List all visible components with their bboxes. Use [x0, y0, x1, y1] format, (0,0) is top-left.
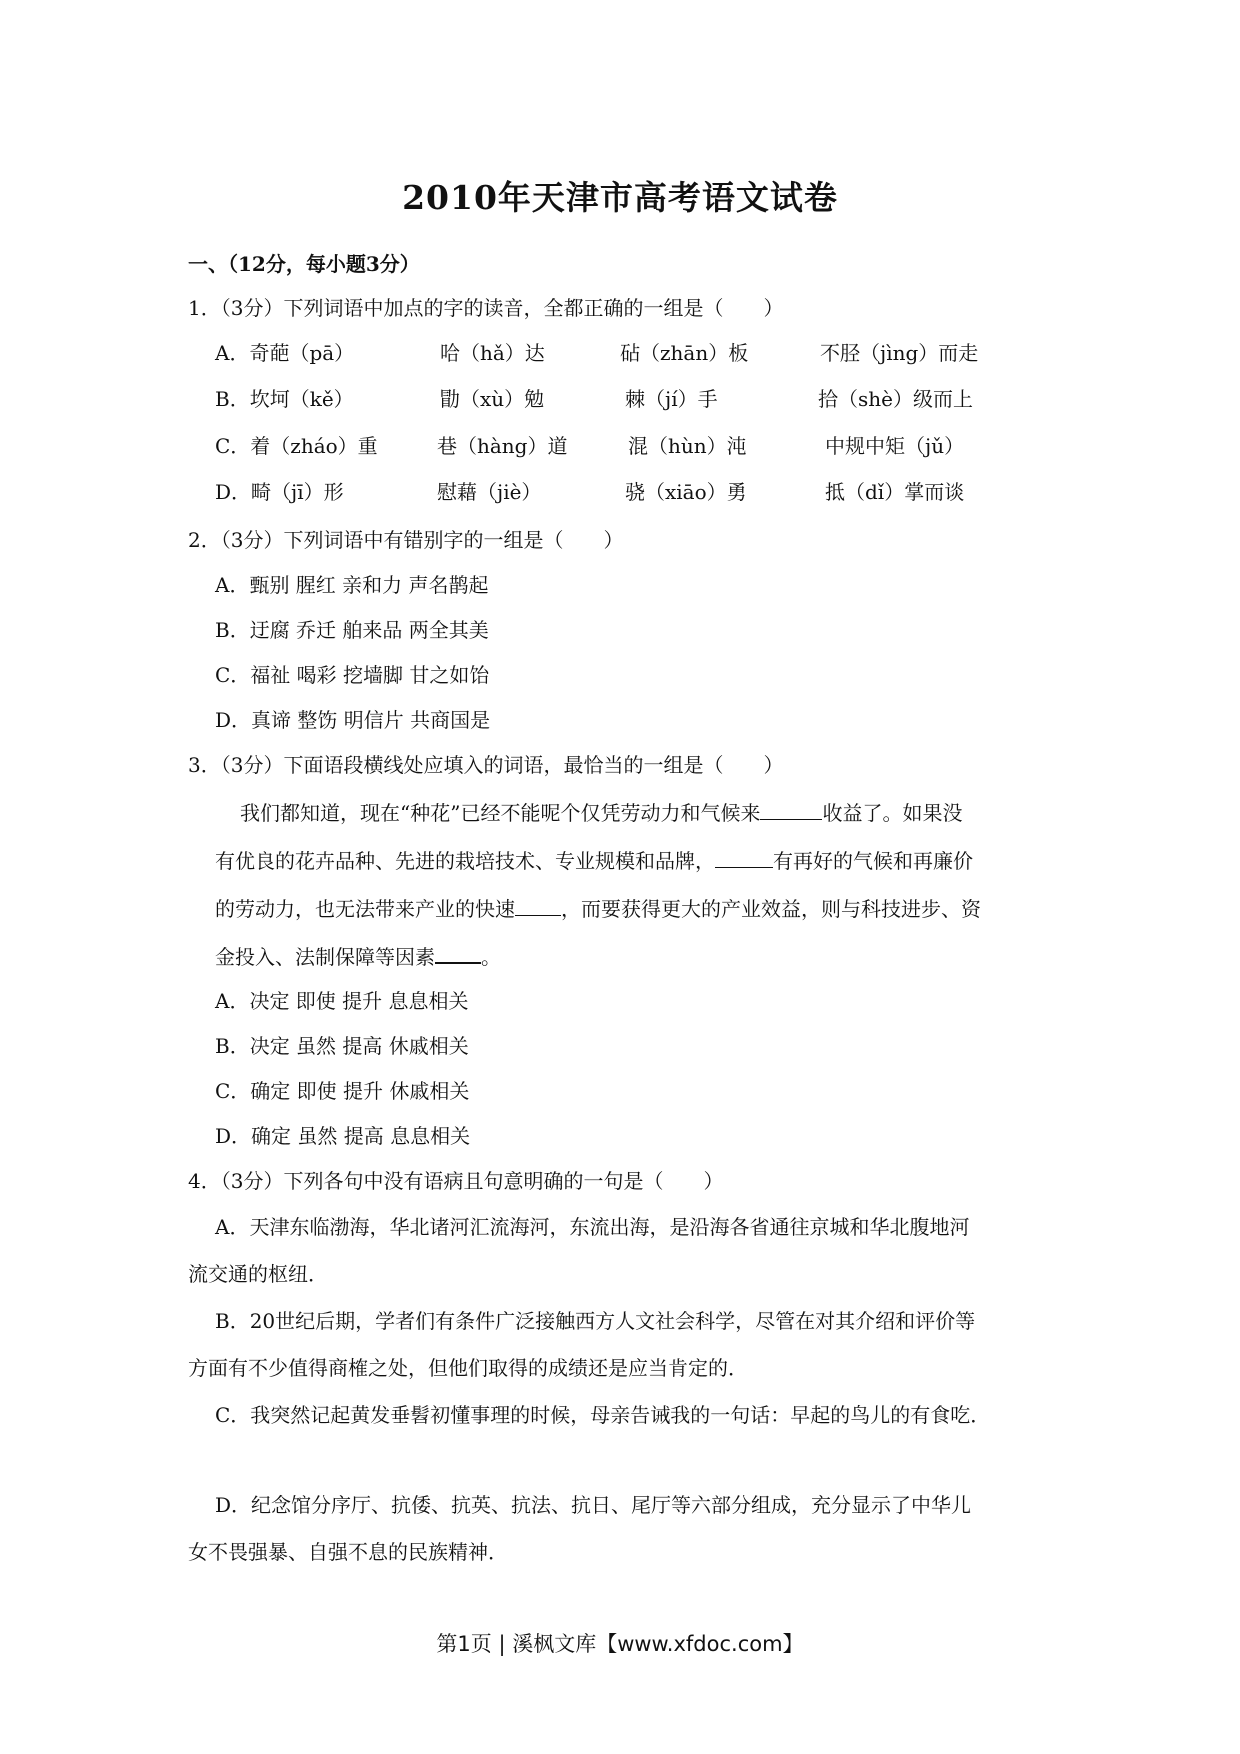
q1-option-d-word-1: D．畸（jī）形: [215, 480, 344, 504]
q4-option-d-line-1: D．纪念馆分序厅、抗倭、抗英、抗法、抗日、尾厅等六部分组成，充分显示了中华儿: [215, 1493, 972, 1517]
q2-option-a: A．甄别 腥红 亲和力 声名鹊起: [215, 573, 489, 597]
question-4-stem: 4．（3分）下列各句中没有语病且句意明确的一句是（ ）: [188, 1169, 724, 1193]
q3-passage-text: 我们都知道，现在“种花”已经不能呢个仅凭劳动力和气候来: [240, 801, 761, 825]
q1-option-d-word-3: 骁（xiāo）勇: [625, 480, 747, 504]
q3-option-c: C．确定 即使 提升 休戚相关: [215, 1079, 470, 1103]
q3-passage-text: 收益了。如果没: [822, 801, 963, 825]
q1-option-c-word-2: 巷（hàng）道: [437, 434, 568, 458]
q3-passage-line-2: [215, 845, 973, 874]
q2-option-c: C．福祉 喝彩 挖墙脚 甘之如饴: [215, 663, 490, 687]
q1-option-b-word-2: 勖（xù）勉: [440, 387, 545, 411]
q3-passage-text: 金投入、法制保障等因素: [215, 945, 435, 969]
q3-option-d: D．确定 虽然 提高 息息相关: [215, 1124, 471, 1148]
question-2-stem: 2．（3分）下列词语中有错别字的一组是（ ）: [188, 528, 624, 552]
q2-option-b: B．迂腐 乔迁 舶来品 两全其美: [215, 618, 489, 642]
q1-option-a-word-4: 不胫（jìng）而走: [820, 341, 979, 365]
question-3-stem: 3．（3分）下面语段横线处应填入的词语，最恰当的一组是（ ）: [188, 753, 784, 777]
q1-option-c-word-1: C．着（zháo）重: [215, 434, 378, 458]
q1-option-a-word-2: 哈（hǎ）达: [440, 341, 545, 365]
q3-passage-line-4: [215, 941, 501, 970]
q4-option-c-line-1: C．我突然记起黄发垂髫初懂事理的时候，母亲告诫我的一句话：早起的鸟儿的有食吃．: [215, 1403, 991, 1427]
q3-passage-text: ，而要获得更大的产业效益，则与科技进步、资: [561, 897, 981, 921]
q1-option-c-word-4: 中规中矩（jǔ）: [825, 434, 965, 458]
page-title: 2010年天津市高考语文试卷: [402, 178, 838, 217]
q3-passage-text: 。: [481, 945, 501, 969]
q3-passage-line-3: [215, 893, 981, 922]
q4-option-a-line-1: A．天津东临渤海，华北诸河汇流海河，东流出海，是沿海各省通往京城和华北腹地河: [215, 1215, 970, 1239]
q3-passage-line-1: [240, 797, 962, 826]
q1-option-b-word-4: 拾（shè）级而上: [818, 387, 973, 411]
q4-option-d-line-2: 女不畏强暴、自强不息的民族精神．: [188, 1540, 508, 1564]
fill-blank-4: [435, 944, 481, 964]
q3-option-a: A．决定 即使 提升 息息相关: [215, 989, 469, 1013]
q3-option-b: B．决定 虽然 提高 休戚相关: [215, 1034, 469, 1058]
q4-option-b-line-1: B．20世纪后期，学者们有条件广泛接触西方人文社会科学，尽管在对其介绍和评价等: [215, 1309, 976, 1333]
q4-option-b-line-2: 方面有不少值得商榷之处，但他们取得的成绩还是应当肯定的．: [188, 1356, 748, 1380]
fill-blank-3: [515, 897, 561, 916]
q1-option-d-word-2: 慰藉（jiè）: [437, 480, 542, 504]
q1-option-d-word-4: 抵（dǐ）掌而谈: [825, 480, 965, 504]
question-1-stem: 1．（3分）下列词语中加点的字的读音，全都正确的一组是（ ）: [188, 296, 784, 320]
page-footer: 第1页 | 溪枫文库【www.xfdoc.com】: [436, 1632, 804, 1656]
q1-option-c-word-3: 混（hùn）沌: [628, 434, 747, 458]
q1-option-b-word-3: 棘（jí）手: [625, 387, 718, 411]
q1-option-b-word-1: B．坎坷（kě）: [215, 387, 354, 411]
q3-passage-text: 有再好的气候和再廉价: [773, 849, 973, 873]
fill-blank-1: [760, 801, 822, 820]
q3-passage-text: 有优良的花卉品种、先进的栽培技术、专业规模和品牌，: [215, 849, 715, 873]
fill-blank-2: [715, 849, 773, 868]
q1-option-a-word-3: 砧（zhān）板: [620, 341, 749, 365]
q4-option-a-line-2: 流交通的枢纽．: [188, 1262, 328, 1286]
q2-option-d: D．真谛 整饬 明信片 共商国是: [215, 708, 491, 732]
q3-passage-text: 的劳动力，也无法带来产业的快速: [215, 897, 515, 921]
section-heading: 一、（12分，每小题3分）: [188, 252, 420, 276]
q1-option-a-word-1: A．奇葩（pā）: [215, 341, 355, 365]
